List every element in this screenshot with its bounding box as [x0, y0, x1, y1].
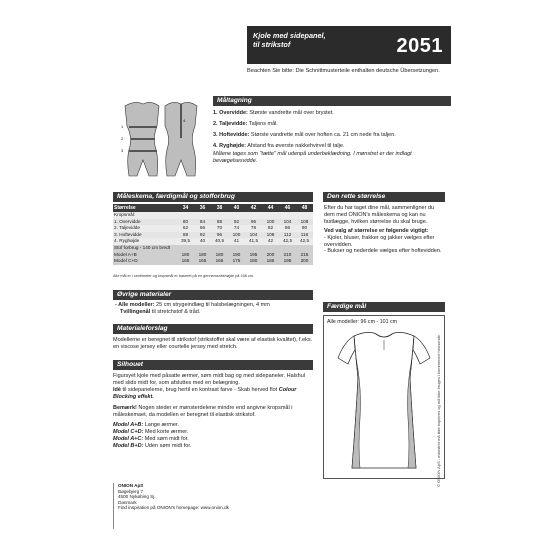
cell: 180	[177, 252, 194, 259]
cell: 92	[194, 232, 211, 239]
homepage-line: Find inspiration på ONION's homepage: www.onion.dk	[118, 505, 229, 511]
svg-text:4: 4	[183, 118, 186, 123]
item-2-text: Taljens mål.	[248, 120, 278, 127]
address-line: Bøgebjerg 7	[118, 488, 144, 494]
rette-heading: Den rette størrelse	[323, 192, 445, 202]
model-text: Lange ærmer.	[144, 422, 179, 429]
cell: 108	[262, 232, 279, 239]
cell: 165	[177, 258, 194, 265]
size-col: 42	[245, 204, 262, 212]
size-col: 48	[296, 204, 313, 212]
cell: 175	[228, 258, 245, 265]
cell: 42,5	[296, 238, 313, 245]
item-4-text: Afstand fra øverste nakkehvirvel til talje.	[247, 142, 345, 149]
model-label: Model B+D:	[113, 443, 144, 450]
model-label: Model C+D:	[113, 429, 144, 436]
svg-text:3: 3	[121, 148, 124, 153]
cell: 39,5	[177, 238, 194, 245]
cell: 42	[262, 238, 279, 245]
ovrige-heading: Øvrige materialer	[113, 290, 313, 300]
pattern-title	[253, 31, 326, 49]
cell: 88	[211, 219, 228, 226]
silhouet-text	[113, 373, 313, 450]
table-header-row	[113, 204, 313, 212]
cell: 215	[296, 252, 313, 259]
size-header: Størrelse	[113, 204, 177, 212]
cell: 78	[245, 225, 262, 232]
maaltagning-heading: Måltagning	[213, 96, 451, 106]
svg-text:1: 1	[121, 124, 124, 129]
cell: 86	[279, 225, 296, 232]
copyright-vertical	[436, 262, 444, 492]
item-4-label: 4. Ryghøjde:	[213, 142, 247, 149]
finished-dress-box	[323, 315, 445, 479]
size-col: 40	[228, 204, 245, 212]
title-line-2: til strikstof	[253, 40, 291, 49]
materiale-text: Modellerne er beregnet til strikstof (strikstoffet skal være af elastisk kvalitet), f.eks. en viscose jersey eller courtelle jersey med stretch.	[113, 337, 313, 350]
table-note: Alle mål er i centimeter og kropsmål er baseret på en gennemsnitshøjde på 168 cm.	[113, 274, 254, 278]
table-row	[113, 219, 313, 226]
table-row	[113, 212, 313, 219]
cell: 180	[194, 252, 211, 259]
cell: 84	[194, 219, 211, 226]
german-note: Beachten Sie bitte: Die Schnittmusterteile enthalten deutsche Übersetzungen.	[247, 68, 440, 74]
cell: 195	[245, 252, 262, 259]
dress-illustration	[324, 328, 444, 478]
table-row	[113, 232, 313, 239]
table-row	[113, 238, 313, 245]
maaleskema-heading: Måleskema, færdigmål og stofforbrug	[113, 192, 313, 202]
cell: 112	[279, 232, 296, 239]
row-label: Model C+D	[113, 258, 177, 265]
address-line: 4500 Nykøbing Sj.	[118, 494, 156, 500]
cell: 165	[194, 258, 211, 265]
item-3-text: Største vandrette mål over hoften ca. 21 cm nede fra taljen.	[250, 131, 396, 138]
row-label: 4. Ryghøjde	[113, 238, 177, 245]
cell: 104	[245, 232, 262, 239]
rette-text	[324, 205, 442, 255]
ovrige-prefix: - Alle modeller:	[115, 302, 155, 308]
cell: 74	[228, 225, 245, 232]
item-3-label: 3. Hoftevidde:	[213, 131, 250, 138]
model-text: Med søm midt for.	[144, 436, 189, 443]
row-label: 1. Overvidde	[113, 219, 177, 226]
table-row	[113, 245, 313, 252]
title-line-1: Kjole med sidepanel,	[253, 31, 326, 40]
row-label: 3. Hoftevidde	[113, 232, 177, 239]
fabric-label: Stof forbrug - 140 cm bredt	[113, 245, 313, 252]
cell: 195	[279, 258, 296, 265]
size-col: 34	[177, 204, 194, 212]
rette-paragraph: Efter du har taget dine mål, sammenligner du dem med ONION's måleskema og kan nu fastlægge, hvilken størrelse du skal bruge.	[324, 205, 435, 225]
silhouet-paragraph-1: Figursyet kjole med påsatte ærmer, søm midt bag og med sidepaneler. Halshul med slids midt for, som afsluttes med en belægning.	[113, 373, 305, 386]
cell: 200	[262, 252, 279, 259]
ovrige-needle: Tvillingenål	[120, 308, 151, 315]
size-col: 38	[211, 204, 228, 212]
cell: 180	[245, 258, 262, 265]
cell: 100	[228, 232, 245, 239]
silhouet-heading: Silhouet	[113, 360, 313, 370]
note-label: Bemærk!	[113, 404, 137, 411]
item-2-label: 2. Taljevidde:	[213, 120, 248, 127]
ovrige-line-2: til stretchstof & tråd.	[150, 308, 201, 315]
ovrige-line-1: 25 cm strygeindlæg til halsbelægningen, 4 mm	[154, 302, 270, 308]
finished-measure-label: Alle modeller: 96 cm - 101 cm	[327, 319, 398, 325]
size-col: 44	[262, 204, 279, 212]
pattern-page	[105, 12, 451, 540]
materiale-heading: Materialeforslag	[113, 324, 313, 334]
row-label: Model A+B	[113, 252, 177, 259]
silhouet-paragraph-2: til sidepanelerne, brug hertil en kontrast farve - Skab herved flot	[120, 386, 278, 393]
cell: 92	[228, 219, 245, 226]
company-name: ONION ApS	[118, 483, 144, 488]
table-row	[113, 252, 313, 259]
cell: 116	[296, 232, 313, 239]
rette-important: Ved valg af størrelse er følgende vigtigt:	[324, 227, 429, 234]
cell: 90	[296, 225, 313, 232]
copyright-text: © ONION ApS - mønstret må ikke kopieres og må ikke bruges i kommerciel hensende	[436, 334, 441, 487]
cell: 40	[194, 238, 211, 245]
cell: 40,5	[211, 238, 228, 245]
model-text: Uden søm midt for.	[144, 443, 192, 450]
rette-bullet: - Kjoler, bluser, frakker og jakker vælges efter overvidden.	[324, 234, 435, 248]
item-1-text: Største vandrette mål over brystet.	[249, 110, 334, 116]
size-table	[113, 204, 313, 265]
model-text: Med korte ærmer.	[144, 429, 189, 436]
cell: 104	[279, 219, 296, 226]
cell: 66	[194, 225, 211, 232]
cell: 70	[211, 225, 228, 232]
table-row	[113, 225, 313, 232]
cell: 41,5	[245, 238, 262, 245]
cell: 82	[262, 225, 279, 232]
cell: 42,5	[279, 238, 296, 245]
faerdig-heading: Færdige mål	[323, 302, 445, 312]
table-row	[113, 258, 313, 265]
cell: 210	[279, 252, 296, 259]
pattern-number: 2051	[396, 35, 443, 57]
cell: 200	[296, 258, 313, 265]
idea-label: Idé	[113, 386, 121, 393]
cell: 108	[296, 219, 313, 226]
size-col: 46	[279, 204, 296, 212]
cell: 185	[262, 258, 279, 265]
silhouet-paragraph-3: Nogen steder er mønsterdelene mindre end angivne kropsmål i måleskemaet, da modellen er beregnet til elastisk strikstof.	[113, 404, 293, 418]
body-label: Kropsmål:	[113, 212, 313, 219]
cell: 96	[211, 232, 228, 239]
address-line: Danmark	[118, 499, 137, 505]
cell: 100	[262, 219, 279, 226]
model-label: Model A+B:	[113, 422, 144, 429]
company-footer	[113, 483, 263, 529]
ovrige-text	[115, 302, 313, 316]
cell: 41	[228, 238, 245, 245]
svg-text:2: 2	[121, 136, 124, 141]
cell: 180	[211, 252, 228, 259]
cell: 62	[177, 225, 194, 232]
maaltagning-footnote: Målene tages som "tætte" mål udenpå underbeklædning. I mønstret er der indlagt bevægelsesvidde.	[213, 150, 412, 164]
cell: 96	[245, 219, 262, 226]
maaltagning-list	[213, 110, 451, 164]
cell: 165	[211, 258, 228, 265]
rette-bullet: - Bukser og nederdele vælges efter hoftevidden.	[324, 248, 442, 255]
row-label: 2. Taljevidde	[113, 225, 177, 232]
header-bar	[247, 26, 451, 64]
size-col: 36	[194, 204, 211, 212]
body-measurement-figure	[113, 96, 207, 188]
cell: 190	[228, 252, 245, 259]
cell: 88	[177, 232, 194, 239]
cell: 80	[177, 219, 194, 226]
colour-blocking: Colour Blocking effekt.	[113, 386, 297, 400]
model-label: Model A+C:	[113, 436, 144, 443]
item-1-label: 1. Overvidde:	[213, 110, 248, 116]
